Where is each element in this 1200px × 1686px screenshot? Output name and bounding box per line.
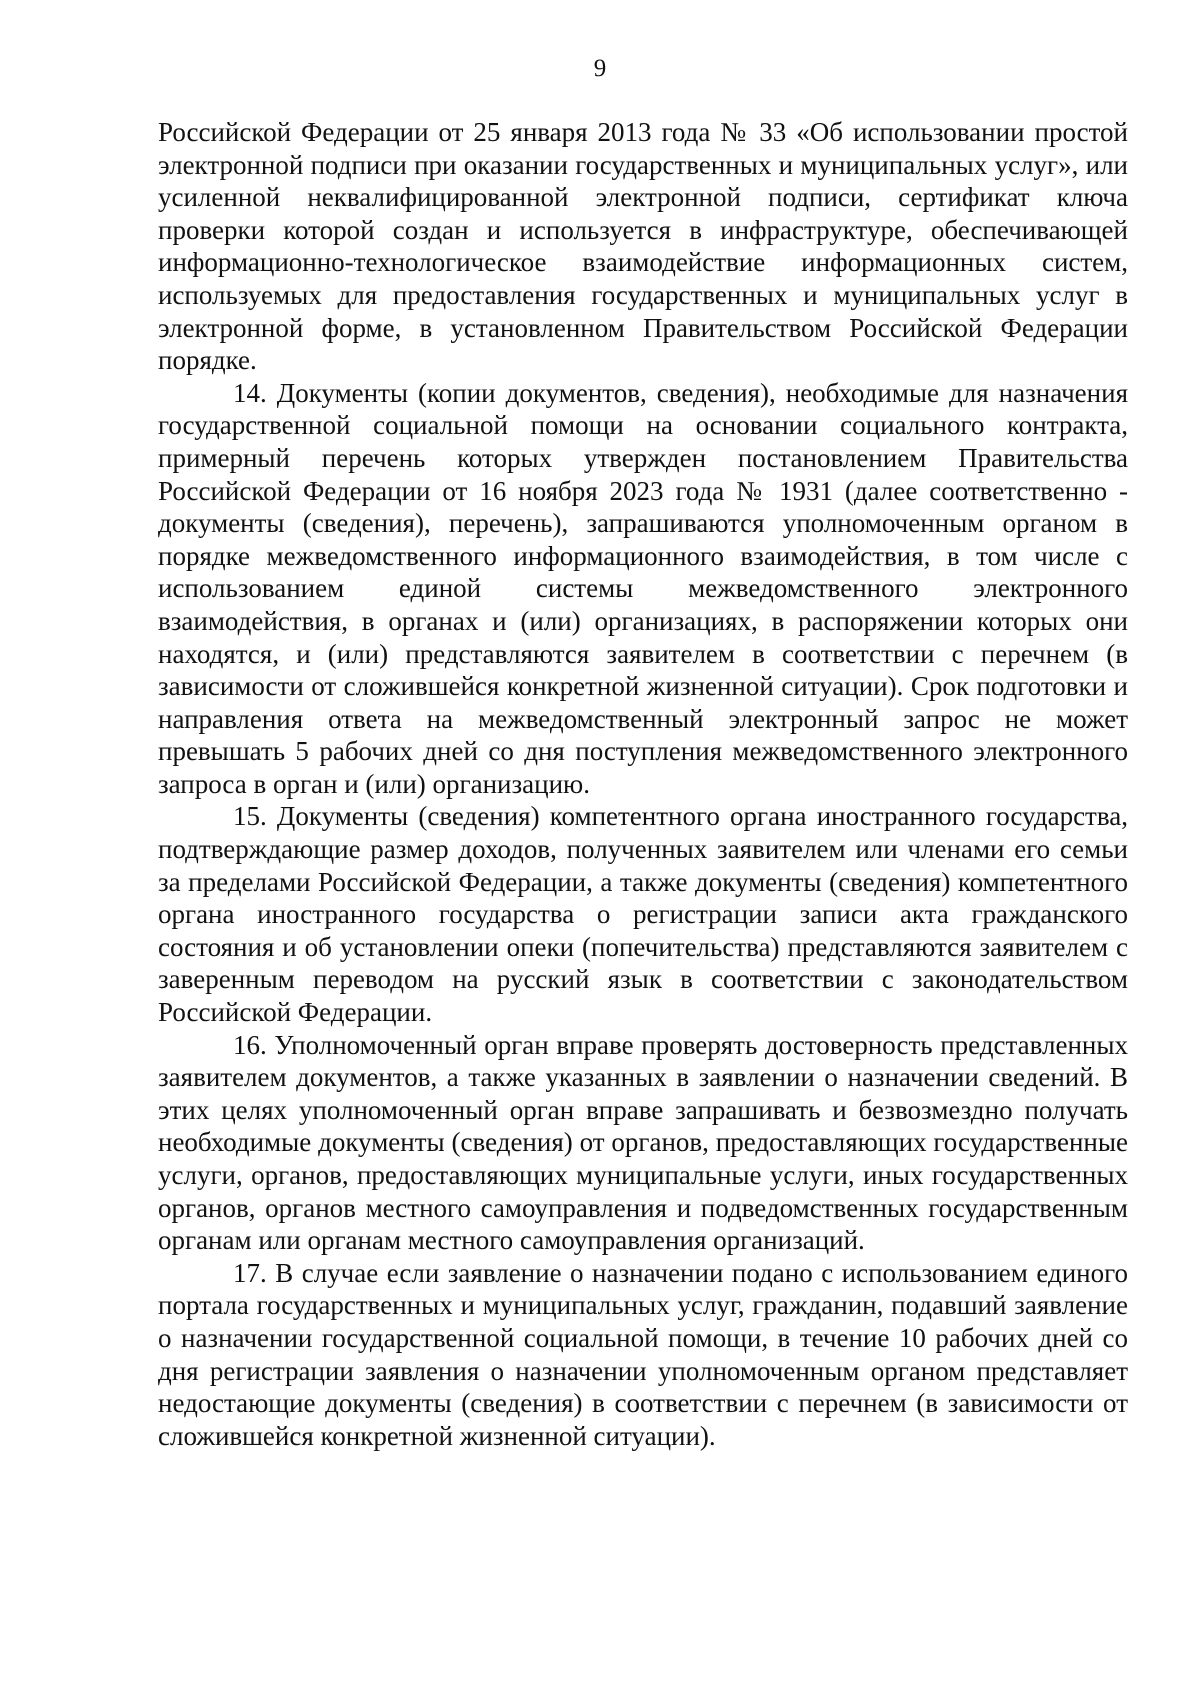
document-body <box>158 116 1128 1452</box>
paragraph-item-14: 14. Документы (копии документов, сведения), необходимые для назначения государственной социальной помощи на основании социального контракта, примерный перечень которых утвержден постановлением Правительства Российской Федерации от 16 ноября 2023 года № 1931 (далее соответственно - документы (сведения), перечень), запрашиваются уполномоченным органом в порядке межведомственного информационного взаимодействия, в том числе с использованием единой системы межведомственного электронного взаимодействия, в органах и (или) организациях, в распоряжении которых они находятся, и (или) представляются заявителем в соответствии с перечнем (в зависимости от сложившейся конкретной жизненной ситуации). Срок подготовки и направления ответа на межведомственный электронный запрос не может превышать 5 рабочих дней со дня поступления межведомственного электронного запроса в орган и (или) организацию. <box>158 377 1128 799</box>
paragraph-continuation: Российской Федерации от 25 января 2013 года № 33 «Об использовании простой электронной подписи при оказании государственных и муниципальных услуг», или усиленной неквалифицированной электронной подписи, сертификат ключа проверки которой создан и используется в инфраструктуре, обеспечивающей информационно-технологическое взаимодействие информационных систем, используемых для предоставления государственных и муниципальных услуг в электронной форме, в установленном Правительством Российской Федерации порядке. <box>158 117 1128 376</box>
page-number: 9 <box>593 55 607 82</box>
paragraph-item-17: 17. В случае если заявление о назначении подано с использованием единого портала государственных и муниципальных услуг, гражданин, подавший заявление о назначении государственной социальной помощи, в течение 10 рабочих дней со дня регистрации заявления о назначении уполномоченным органом представляет недостающие документы (сведения) в соответствии с перечнем (в зависимости от сложившейся конкретной жизненной ситуации). <box>158 1257 1128 1451</box>
paragraph-item-16: 16. Уполномоченный орган вправе проверять достоверность представленных заявителем документов, а также указанных в заявлении о назначении сведений. В этих целях уполномоченный орган вправе запрашивать и безвозмездно получать необходимые документы (сведения) от органов, предоставляющих государственные услуги, органов, предоставляющих муниципальные услуги, иных государственных органов, органов местного самоуправления и подведомственных государственным органам или органам местного самоуправления организаций. <box>158 1029 1128 1256</box>
paragraph-item-15: 15. Документы (сведения) компетентного органа иностранного государства, подтверждающие размер доходов, полученных заявителем или членами его семьи за пределами Российской Федерации, а также документы (сведения) компетентного органа иностранного государства о регистрации записи акта гражданского состояния и об установлении опеки (попечительства) представляются заявителем с заверенным переводом на русский язык в соответствии с законодательством Российской Федерации. <box>158 801 1128 1028</box>
